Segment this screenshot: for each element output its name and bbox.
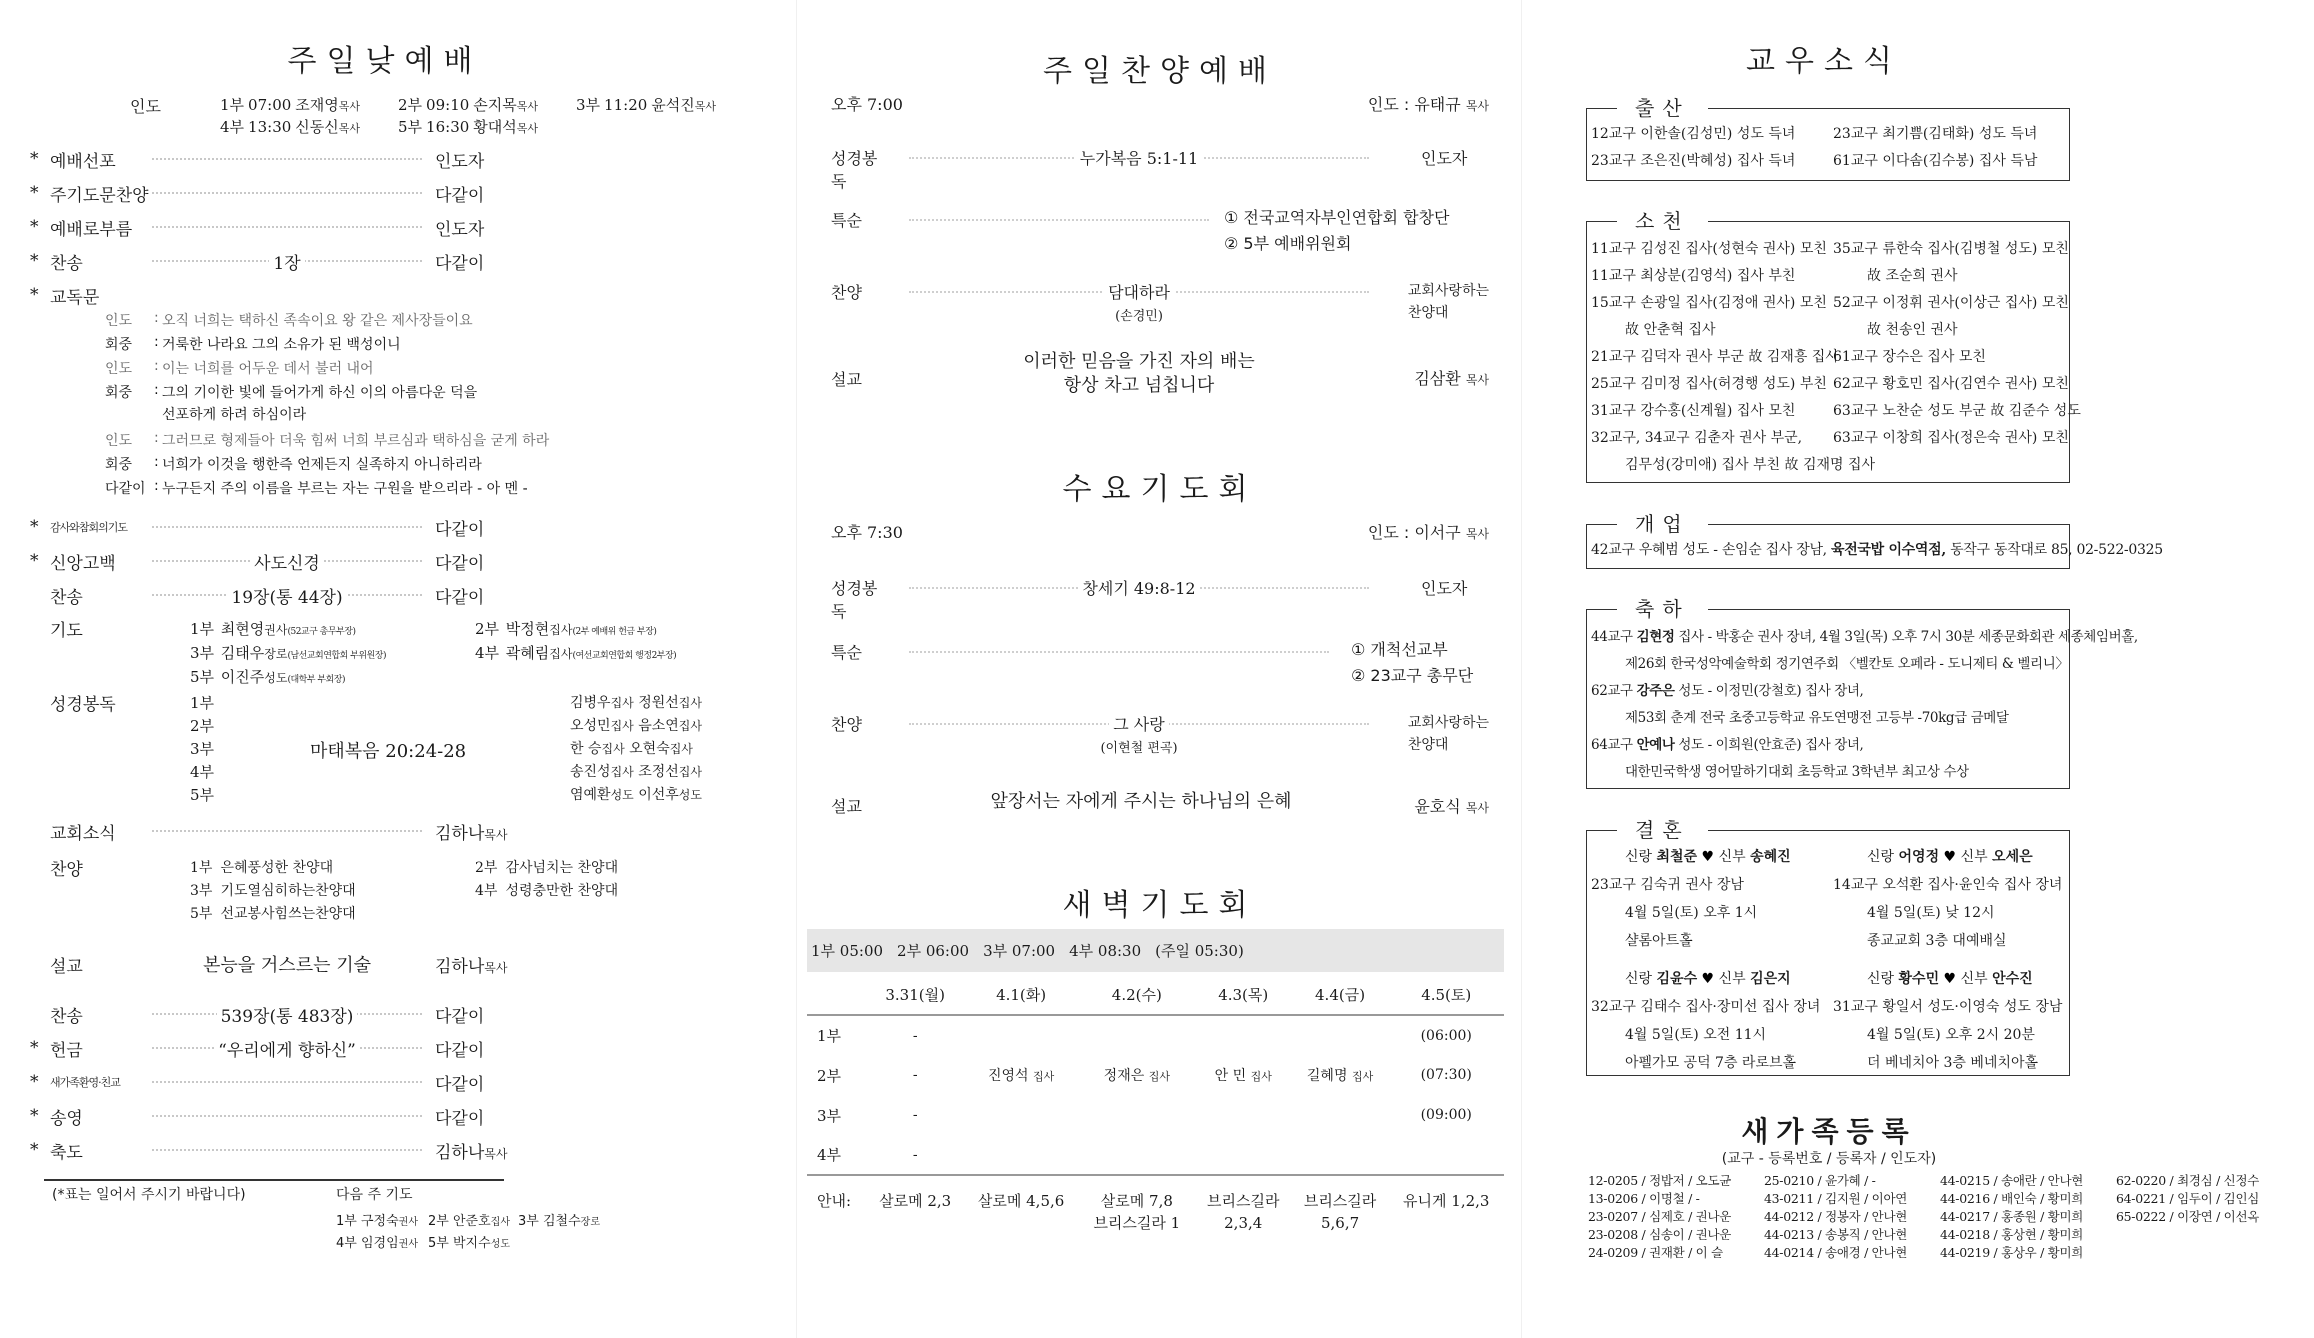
order-row: * 감사와참회의기도 다같이 [30, 517, 485, 540]
dawn-prayer-table [807, 975, 1504, 1245]
leader-item: 1부 07:00 조재영목사 [220, 96, 361, 114]
order-row-sermon: 설교 본능을 거스르는 기술 김하나목사 [50, 955, 508, 977]
leader-item: 5부 16:30 황대석목사 [398, 118, 539, 136]
order-row-creed: * 신앙고백 사도신경 다같이 [30, 551, 485, 574]
news-item: 故 안춘혁 집사 [1625, 322, 1716, 338]
order-row: * 송영 다같이 [30, 1106, 485, 1129]
table-row: 3부 - (09:00) [817, 1106, 1472, 1125]
next-week-prayer: 다음 주 기도 1부 구정숙권사 2부 안준호집사 3부 김철수장로 4부 임경임권사 5부 박지수성도 [336, 1184, 608, 1251]
news-item: 62교구 강주은 성도 - 이정민(강철호) 집사 장녀, [1591, 683, 1864, 699]
table-row: 1부 - (06:00) [817, 1027, 1472, 1045]
reading-line: 회중 : 너희가 이것을 행한즉 언제든지 실족하지 아니하리라 [105, 454, 482, 473]
news-item: 31교구 강수홍(신계월) 집사 모친 [1591, 403, 1796, 419]
news-item: 12교구 이한솔(김성민) 성도 득녀 [1591, 126, 1796, 142]
box-title: 축하 [1617, 596, 1708, 622]
choir-item: 1부 은혜풍성한 찬양대 [190, 860, 334, 876]
order-row: * 주기도문찬양 다같이 [30, 183, 485, 206]
section-title: 교우소식 [1746, 44, 1902, 79]
service-time: 오후 7:30 [831, 523, 903, 542]
news-item: 김무성(강미애) 집사 부친 故 김재명 집사 [1625, 457, 1876, 473]
reading-line: 인도 : 그러므로 형제들아 더욱 힘써 너희 부르심과 택하심을 굳게 하라 [105, 430, 550, 449]
order-row: * 새가족환영·친교 다같이 [30, 1072, 485, 1095]
wedding-box [1586, 818, 2070, 1076]
prayer-label-row: 기도 [50, 620, 83, 641]
order-row-offering: * 헌금 “우리에게 향하신” 다같이 [30, 1038, 485, 1061]
box-title: 출산 [1617, 95, 1708, 121]
sermon-title: 본능을 거스르는 기술 [199, 955, 375, 976]
prayer-list [190, 618, 775, 687]
choir-item: 2부 감사넘치는 찬양대 [475, 860, 619, 876]
heart-icon: ♥ [1701, 849, 1715, 865]
scripture-readers: 김병우집사 정원선집사 오성민집사 음소연집사 한 승집사 오현숙집사 송진성집사 조정선집사 염예환성도 이선후성도 [570, 695, 702, 803]
section-title: 수요기도회 [1062, 472, 1258, 507]
choir-item: 5부 선교봉사힘쓰는찬양대 [190, 906, 356, 922]
box-title: 개업 [1617, 511, 1708, 537]
table-row: 2부 - 진영석 집사 정재은 집사 안 민 집사 길혜명 집사 (07:30) [817, 1066, 1472, 1085]
table-header: 3.31(월) 4.1(화) 4.2(수) 4.3(목) 4.4(금) 4.5(토) [807, 975, 1504, 1015]
leaders-row-1 [220, 94, 754, 115]
reading-line: 선포하게 하려 하심이라 [162, 407, 307, 423]
next-prayer-item: 5부 박지수성도 [428, 1236, 510, 1251]
order-row: * 예배선포 인도자 [30, 149, 485, 172]
scripture-parts: 1부 2부 3부 4부 5부 [190, 694, 215, 804]
reading-line: 인도 : 이는 너희를 어두운 데서 불러 내어 [105, 358, 374, 377]
prayer-item: 4부 곽혜림집사(여선교회연합회 행정2부장) [475, 644, 677, 662]
evening-services: 주일찬양예배 오후 7:00 인도 : 유태규 목사 성경봉독 누가복음 5:1-11 인도자 특순 ① 전국교역자부인연합회 합창단 ② 5부 예배위원회 찬양 담대하라 (손경민) 교회사랑하는 찬양대 설교 이러한 믿음을 가진 자의 배는 항상 차고 넘칩니다 김삼환 목사 수요기도회 오후 7:30 인도 : 이서구 목사 성경봉독 창세기 49:8-12 인도자 특순 ① 개척선교부 ② 23교구 총무단 찬양 그 사랑 (이현철 편곡) 교회사랑하는 찬양대 설교 앞장서는 자에게 주시는 하나님의 은혜 윤호식 목사 새벽기도회 1부 05:00 2부 06:00 3부 07:00 4부 08:30 (주일 05:30) 3.31(월) 4.1(화) 4.2(수) 4.3(목) 4.4(금) 4.5(토) 1부 - (06:00) 2부 - 진영석 집사 정재은 집사 안 민 집사 길혜명 집사 (07:30) 3부 - (09:00) 4부 - 안내: 살로메 2,3 살로메 4,5,6 살로메 7,8 브리스길라 1 브리스길라 2,3,4 브리스길라 5,6,7 유니게 1,2,3 [796, 0, 1522, 1338]
order-row-benediction: * 축도 김하나목사 [30, 1140, 508, 1163]
news-item: 63교구 노찬순 성도 부군 故 김준수 성도 [1833, 403, 2081, 419]
prayer-item: 5부 이진주성도(대학부 부회장) [190, 668, 346, 686]
service-time: 오후 7:00 [831, 95, 903, 114]
news-item: 32교구, 34교구 김춘자 권사 부군, [1591, 430, 1803, 446]
next-prayer-item: 1부 구정숙권사 [336, 1214, 418, 1229]
next-prayer-item: 2부 안준호집사 [428, 1214, 510, 1229]
congratulations-box: 축하 44교구 김현정 집사 - 박홍순 권사 장녀, 4월 3일(목) 오후 7시 30분 세종문화회관 세종체임버홀, 제26회 한국성악예술학회 정기연주회 〈벨칸토 오페라 - 도니제티 & 벨리니〉 62교구 강주은 성도 - 이정민(강철호) 집사 장녀, 제53회 춘계 전국 초중고등학교 유도연맹전 고등부 -70kg급 금메달 64교구 안예나 성도 - 이희원(안효준) 집사 장녀, 대한민국학생 영어말하기대회 초등학교 3학년부 최고상 수상 [1586, 609, 2070, 789]
next-prayer-item: 3부 김철수장로 [518, 1214, 600, 1229]
table-row: 4부 - [807, 1135, 1504, 1175]
news-item: 15교구 손광일 집사(김정애 권사) 모친 [1591, 295, 1827, 311]
new-family-subtitle: (교구 - 등록번호 / 등록자 / 인도자) [1721, 1151, 1937, 1167]
new-family-column: 12-0205 / 정밥저 / 오도균 13-0206 / 이명철 / - 23-0207 / 심제호 / 권나운 23-0208 / 심송이 / 권나운 24-0209 / 권재환 / 이 슬 [1588, 1173, 1732, 1260]
news-item: 故 천송인 권사 [1867, 322, 1958, 338]
prayer-item: 2부 박정현집사(2부 예배위 헌금 부장) [475, 620, 657, 638]
new-family-title: 새가족등록 [1741, 1115, 1917, 1148]
news-item: 35교구 류한숙 집사(김병철 성도) 모친 [1833, 241, 2069, 257]
news-item: 61교구 장수은 집사 모친 [1833, 349, 1986, 365]
order-row: * 예배로부름 인도자 [30, 217, 485, 240]
order-row-responsive: * 교독문 [30, 285, 100, 308]
news-item: 44교구 김현정 집사 - 박홍순 권사 장녀, 4월 3일(목) 오후 7시 30분 세종문화회관 세종체임버홀, [1591, 629, 2138, 645]
section-title: 주일찬양예배 [1043, 54, 1277, 89]
heart-icon: ♥ [1701, 971, 1715, 987]
news-item: 52교구 이정휘 권사(이상근 집사) 모친 [1833, 295, 2069, 311]
guide-row: 안내: 살로메 2,3 살로메 4,5,6 살로메 7,8 브리스길라 1 브리스길라 2,3,4 브리스길라 5,6,7 유니게 1,2,3 [817, 1192, 1490, 1232]
section-title: 새벽기도회 [1062, 888, 1258, 923]
scripture-label-row: 성경봉독 [50, 694, 116, 715]
reading-line: 회중 : 거룩한 나라요 그의 소유가 된 백성이니 [105, 334, 401, 353]
news-item: 23교구 최기쁨(김태화) 성도 득녀 [1833, 126, 2038, 142]
new-family-column: 62-0220 / 최경심 / 신정수 64-0221 / 임두이 / 김인심 65-0222 / 이장연 / 이선옥 [2116, 1173, 2260, 1224]
news-item: 故 조순희 권사 [1867, 268, 1958, 284]
scripture-passage: 마태복음 20:24-28 [310, 741, 467, 762]
wedding-item: 신랑 김윤수 ♥ 신부 김은지 32교구 김태수 집사·장미선 집사 장녀 4월 5일(토) 오전 11시 아펠가모 공덕 7층 라로브홀 [1591, 971, 1821, 1071]
new-family-column: 25-0210 / 윤가혜 / - 43-0211 / 김지원 / 이아연 44-0212 / 정봉자 / 안나현 44-0213 / 송봉직 / 안나현 44-0214 / 송애경 / 안나현 [1764, 1173, 1908, 1260]
choir-label-row: 찬양 [50, 859, 83, 880]
choir-item: 4부 성령충만한 찬양대 [475, 883, 619, 899]
reading-line: 다같이 : 누구든지 주의 이름을 부르는 자는 구원을 받으리라 - 아 멘 - [105, 478, 528, 497]
leader-item: 3부 11:20 윤석진목사 [576, 96, 717, 114]
news-item: 11교구 김성진 집사(성현숙 권사) 모친 [1591, 241, 1827, 257]
prayer-item: 3부 김태우장로(남선교회연합회 부위원장) [190, 644, 386, 662]
news-item: 21교구 김덕자 권사 부군 故 김재흥 집사 [1591, 349, 1839, 365]
choir-item: 3부 기도열심히하는찬양대 [190, 883, 356, 899]
order-row-hymn: 찬송 19장(통 44장) 다같이 [50, 587, 485, 608]
choir-list [190, 857, 675, 923]
news-item: 64교구 안예나 성도 - 이희원(안효준) 집사 장녀, [1591, 737, 1864, 753]
wedding-item: 신랑 황수민 ♥ 신부 안수진 31교구 황일서 성도·이영숙 성도 장남 4월 5일(토) 오후 2시 20분 더 베네치아 3층 베네치아홀 [1833, 971, 2063, 1071]
wedding-item: 신랑 어영정 ♥ 신부 오세은 14교구 오석환 집사·윤인숙 집사 장녀 4월 5일(토) 낮 12시 종교교회 3층 대예배실 [1833, 849, 2063, 949]
box-title: 결혼 [1617, 817, 1708, 843]
leaders-label: 인도 [130, 97, 161, 116]
reading-line: 인도 : 오직 너희는 택하신 족속이요 왕 같은 제사장들이요 [105, 310, 473, 329]
news-item: 42교구 우혜범 성도 - 손임순 집사 장남, 육전국밥 이수역점, 동작구 동작대로 85, 02-522-0325 [1591, 542, 2163, 558]
wedding-item: 신랑 최철준 ♥ 신부 송혜진 23교구 김숙귀 권사 장남 4월 5일(토) 오후 1시 샬롬아트홀 [1591, 849, 1791, 949]
new-family-column: 44-0215 / 송애란 / 안나현 44-0216 / 배인숙 / 황미희 44-0217 / 홍종원 / 황미희 44-0218 / 홍상현 / 황미희 44-0219 / 홍상우 / 황미희 [1940, 1173, 2084, 1260]
heart-icon: ♥ [1943, 849, 1957, 865]
heart-icon: ♥ [1943, 971, 1957, 987]
order-row-news: 교회소식 김하나목사 [50, 823, 508, 844]
news-item: 61교구 이다솜(김수봉) 집사 득남 [1833, 153, 2038, 169]
news-item: 62교구 황호민 집사(김연수 권사) 모친 [1833, 376, 2069, 392]
leader-item: 2부 09:10 손지목목사 [398, 96, 539, 114]
order-row-hymn: * 찬송 1장 다같이 [30, 251, 485, 274]
divider [44, 1179, 504, 1181]
reading-line: 회중 : 그의 기이한 빛에 들어가게 하신 이의 아름다운 덕을 [105, 382, 478, 401]
leaders-row-2 [220, 116, 576, 137]
next-prayer-item: 4부 임경임권사 [336, 1236, 418, 1251]
birth-box [1586, 96, 2070, 181]
order-row-hymn: 찬송 539장(통 483장) 다같이 [50, 1006, 485, 1027]
news-item: 11교구 최상분(김영석) 집사 부친 [1591, 268, 1796, 284]
prayer-item: 1부 최현영권사(52교구 총무부장) [190, 620, 356, 638]
new-family-list [1588, 1172, 2292, 1262]
service-leaders [30, 92, 740, 144]
dawn-schedule-bar: 1부 05:00 2부 06:00 3부 07:00 4부 08:30 (주일 05:30) [807, 929, 1504, 972]
news-item: 25교구 김미정 집사(허경행 성도) 부친 [1591, 376, 1827, 392]
standing-footnote: (*표는 일어서 주시기 바랍니다) [52, 1187, 246, 1203]
news-item: 63교구 이창희 집사(정은숙 권사) 모친 [1833, 430, 2069, 446]
section-title: 주일낮예배 [287, 44, 483, 79]
news-item: 23교구 조은진(박혜성) 집사 득녀 [1591, 153, 1796, 169]
business-opening-box [1586, 512, 2163, 569]
box-title: 소천 [1617, 208, 1708, 234]
condolence-box [1586, 209, 2081, 483]
leader-item: 4부 13:30 신동신목사 [220, 118, 361, 136]
